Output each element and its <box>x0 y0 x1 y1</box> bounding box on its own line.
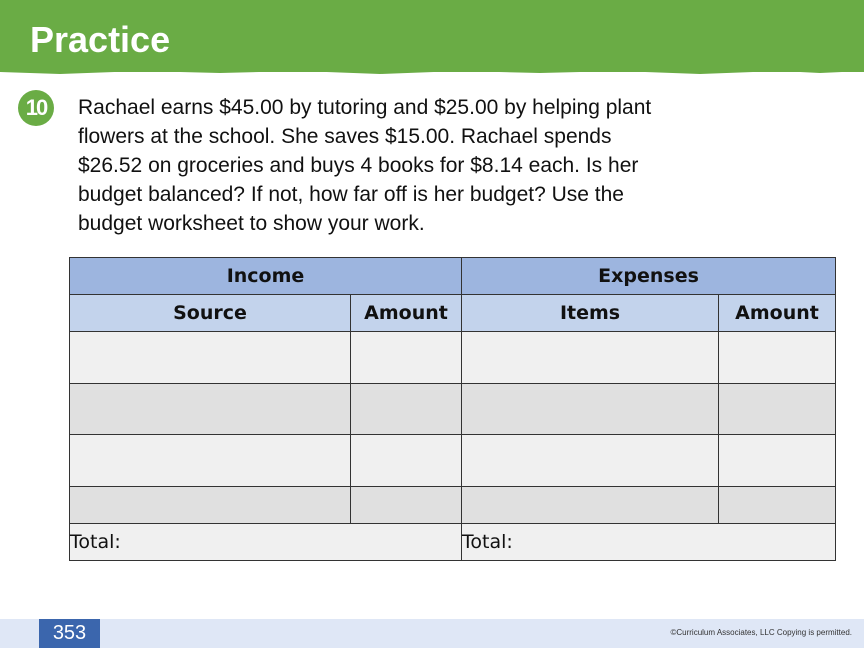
income-source-cell[interactable] <box>70 435 351 487</box>
expenses-amount-column-header: Amount <box>719 295 836 332</box>
problem-line: flowers at the school. She saves $15.00. Rachael spends <box>78 125 612 148</box>
income-amount-column-header: Amount <box>351 295 462 332</box>
expense-amount-cell[interactable] <box>719 487 836 524</box>
income-amount-cell[interactable] <box>351 487 462 524</box>
expense-item-cell[interactable] <box>462 435 719 487</box>
income-amount-cell[interactable] <box>351 332 462 384</box>
source-column-header: Source <box>70 295 351 332</box>
page-title: Practice <box>30 19 171 60</box>
expense-amount-cell[interactable] <box>719 384 836 435</box>
problem-number-badge: 10 <box>18 90 54 126</box>
copyright-notice: ©Curriculum Associates, LLC Copying is permitted. <box>670 628 852 637</box>
budget-worksheet <box>69 257 836 561</box>
page-number: 353 <box>39 619 100 648</box>
expenses-header: Expenses <box>462 258 836 295</box>
problem-line: $26.52 on groceries and buys 4 books for $8.14 each. Is her <box>78 154 639 177</box>
expense-amount-cell[interactable] <box>719 435 836 487</box>
income-header: Income <box>70 258 462 295</box>
expenses-total-cell[interactable]: Total: <box>462 524 836 561</box>
expense-item-cell[interactable] <box>462 332 719 384</box>
items-column-header: Items <box>462 295 719 332</box>
income-amount-cell[interactable] <box>351 435 462 487</box>
income-source-cell[interactable] <box>70 384 351 435</box>
expense-amount-cell[interactable] <box>719 332 836 384</box>
expense-item-cell[interactable] <box>462 384 719 435</box>
income-source-cell[interactable] <box>70 487 351 524</box>
income-amount-cell[interactable] <box>351 384 462 435</box>
income-total-cell[interactable]: Total: <box>70 524 462 561</box>
problem-text <box>78 93 778 238</box>
expense-item-cell[interactable] <box>462 487 719 524</box>
problem-line: budget balanced? If not, how far off is her budget? Use the <box>78 183 624 206</box>
problem-line: budget worksheet to show your work. <box>78 212 425 235</box>
banner-torn-edge <box>0 68 864 76</box>
problem-line: Rachael earns $45.00 by tutoring and $25.00 by helping plant <box>78 96 652 119</box>
income-source-cell[interactable] <box>70 332 351 384</box>
